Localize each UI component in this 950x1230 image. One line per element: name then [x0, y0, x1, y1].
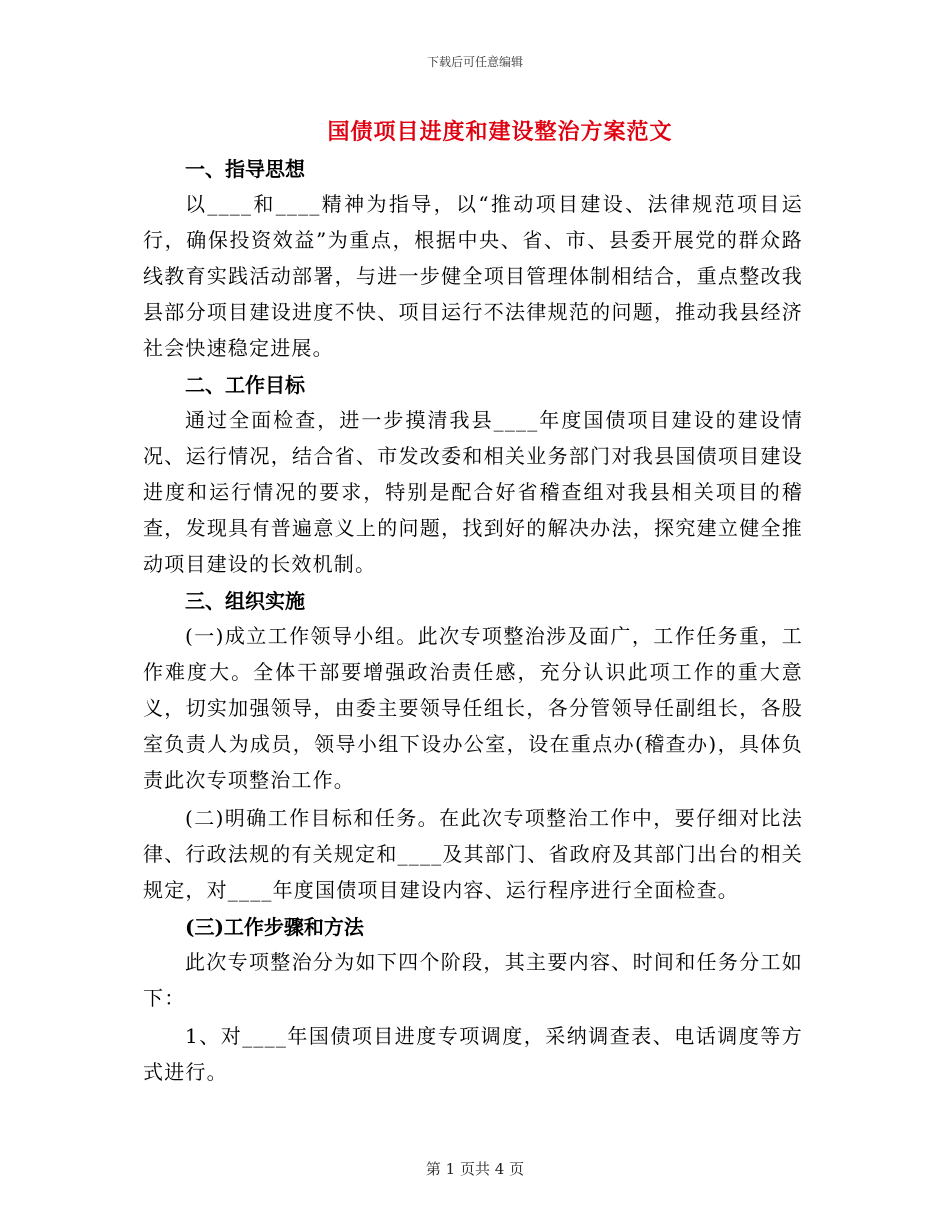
page-footer: 第 1 页共 4 页: [425, 1160, 525, 1178]
paragraph-work-goals: 通过全面检查，进一步摸清我县____年度国债项目建设的建设情况、运行情况，结合省、市发改委和相关业务部门对我县国债项目建设进度和运行情况的要求，特别是配合好省稽查组对我县相关项目的稽查，发现具有普遍意义上的问题，找到好的解决办法，探究建立健全推动项目建设的长效机制。: [143, 408, 803, 576]
section-heading-1: 一、指导思想: [185, 157, 305, 181]
paragraph-goals-and-tasks: (二)明确工作目标和任务。在此次专项整治工作中，要仔细对比法律、行政法规的有关规定和____及其部门、省政府及其部门出台的相关规定，对____年度国债项目建设内容、运行程序进行全面检查。: [143, 806, 803, 902]
section-heading-3: 三、组织实施: [185, 589, 305, 613]
document-title: 国债项目进度和建设整治方案范文: [327, 119, 673, 145]
paragraph-leadership-group: (一)成立工作领导小组。此次专项整治涉及面广，工作任务重，工作难度大。全体干部要增强政治责任感，充分认识此项工作的重大意义，切实加强领导，由委主要领导任组长，各分管领导任副组长，各股室负责人为成员，领导小组下设办公室，设在重点办(稽查办)，具体负责此次专项整治工作。: [143, 624, 803, 792]
section-heading-2: 二、工作目标: [185, 373, 305, 397]
paragraph-step-1: 1、对____年国债项目进度专项调度，采纳调查表、电话调度等方式进行。: [143, 1024, 803, 1084]
paragraph-phases-intro: 此次专项整治分为如下四个阶段，其主要内容、时间和任务分工如下：: [143, 950, 803, 1010]
document-body: [143, 152, 803, 1092]
subsection-heading-steps: (三)工作步骤和方法: [185, 915, 364, 939]
page-header: 下载后可任意编辑: [426, 55, 523, 69]
paragraph-guiding-ideology: 以____和____精神为指导，以“推动项目建设、法律规范项目运行，确保投资效益”为重点，根据中央、省、市、县委开展党的群众路线教育实践活动部署，与进一步健全项目管理体制相结合，重点整改我县部分项目建设进度不快、项目运行不法律规范的问题，推动我县经济社会快速稳定进展。: [143, 192, 803, 360]
